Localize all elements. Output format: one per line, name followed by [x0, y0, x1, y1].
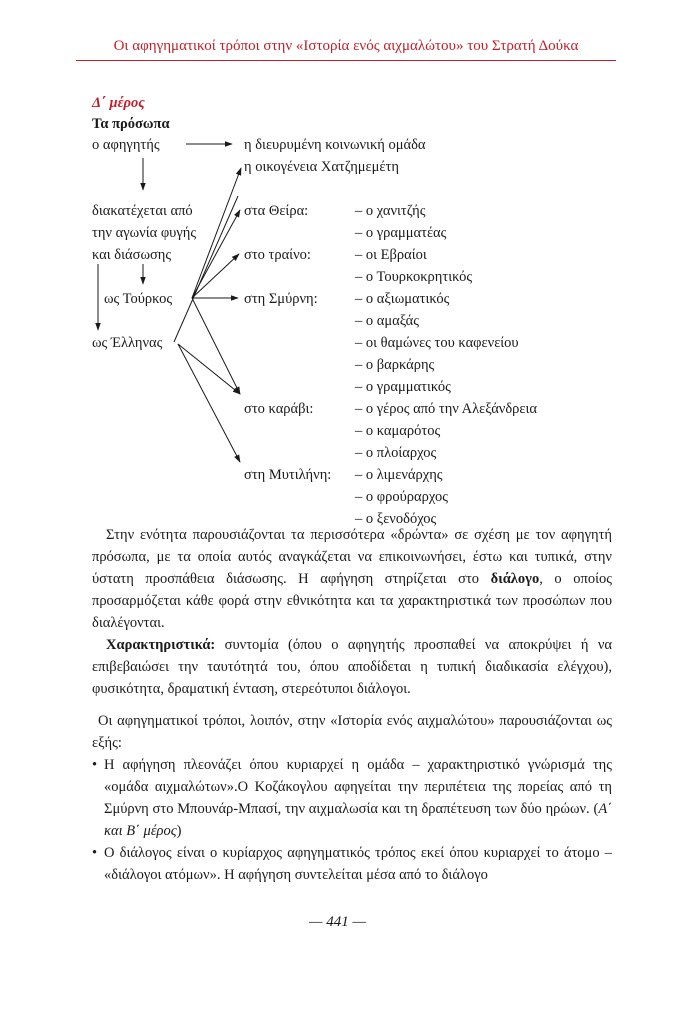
section-heading: Τα πρόσωπα: [92, 116, 170, 132]
paragraph-modes: Οι αφηγηματικοί τρόποι, λοιπόν, στην «Ιστορία ενός αιχμαλώτου» παρουσιάζονται ως εξής:: [92, 713, 612, 751]
state-line: την αγωνία φυγής: [92, 225, 197, 241]
arrow-greek-to-mytilene: [178, 344, 240, 462]
person-item: – ο ξενοδόχος: [355, 511, 437, 527]
bold-term: διάλογο: [490, 571, 540, 587]
person-item: – οι θαμώνες του καφενείου: [355, 335, 519, 351]
bullet-item: [92, 754, 612, 842]
person-item: – ο πλοίαρχος: [355, 445, 437, 461]
arrow-to-ship: [192, 298, 240, 394]
place-label: στη Μυτιλήνη:: [244, 467, 332, 483]
line-thira-to-greek: [174, 196, 238, 342]
arrow-greek-to-ship: [178, 344, 240, 394]
bullet-text: Η αφήγηση πλεονάζει όπου κυριαρχεί η ομάδα – χαρακτηριστικό γνώρισμά της «ομάδα αιχμαλώτων».Ο Κοζάκογλου αφηγείται την περιπέτεια της πορείας από τη Σμύρνη στο Μπουνάρ-Μπασί, την αιχμαλωσία και τη δραπέτευση των δύο ηρώων. (: [104, 757, 612, 817]
person-item: – ο καμαρότος: [355, 423, 441, 439]
bullet-text: Ο διάλογος είναι ο κυρίαρχος αφηγηματικός τρόπος εκεί όπου κυριαρχεί το άτομο – «διάλογοι ατόμων». Η αφήγηση συντελείται μέσα από το διάλογο: [104, 845, 612, 883]
paragraph-characteristics: [92, 634, 612, 700]
italic-ref: Α΄ και Β΄ μέρος: [104, 801, 612, 839]
paragraph-text: Στην ενότητα παρουσιάζονται τα περισσότερα «δρώντα» σε σχέση με τον αφηγητή πρόσωπα, με τα οποία αυτός αναγκάζεται να επικοινωνήσει, έστω και τυπικά, στην ύστατη προσπάθεια διάσωσης. Η αφήγηση στηρίζεται στο: [92, 527, 612, 587]
paragraph-text: συντομία (όπου ο αφηγητής προσπαθεί να αποκρύψει ή να επιβεβαιώσει την ταυτότητά του, όπου αποδίδεται η τυπική διαδικασία ελέγχου), φυσικότητα, δραματική ένταση, στερεότυποι διάλογοι.: [92, 637, 612, 697]
place-label: στα Θείρα:: [244, 203, 309, 219]
person-item: – ο Τουρκοκρητικός: [355, 269, 473, 285]
state-line: και διάσωσης: [92, 247, 172, 263]
group-bottom-label: η οικογένεια Χατζημεμέτη: [244, 159, 399, 175]
person-item: – ο γραμματικός: [355, 379, 451, 395]
bold-term: Χαρακτηριστικά:: [106, 637, 216, 653]
person-item: – ο αξιωματικός: [355, 291, 450, 307]
place-label: στη Σμύρνη:: [244, 291, 318, 307]
person-item: – ο λιμενάρχης: [355, 467, 443, 483]
page-number: — 441 —: [309, 914, 366, 930]
state-line: διακατέχεται από: [92, 203, 193, 219]
arrow-to-train: [192, 254, 239, 298]
bullet-marker: •: [92, 845, 98, 861]
narrator-label: ο αφηγητής: [92, 137, 160, 153]
as-greek-label: ως Έλληνας: [92, 335, 163, 351]
bullet-item: [92, 842, 612, 886]
group-top-label: η διευρυμένη κοινωνική ομάδα: [244, 137, 426, 153]
bullet-text: ): [176, 823, 182, 839]
bullet-marker: •: [92, 757, 98, 773]
paragraph-text: , ο οποίος προσαρμόζεται κάθε φορά στην εθνικότητα και τα χαρακτηριστικά των προσώπων που διαλέγονται.: [92, 571, 612, 631]
person-item: – ο γέρος από την Αλεξάνδρεια: [355, 401, 538, 417]
person-item: – ο βαρκάρης: [355, 357, 435, 373]
paragraph-intro: [92, 524, 612, 634]
person-item: – ο χανιτζής: [355, 203, 426, 219]
person-item: – οι Εβραίοι: [355, 247, 427, 263]
running-header: Οι αφηγηματικοί τρόποι στην «Ιστορία ενός αιχμαλώτου» του Στρατή Δούκα: [113, 38, 579, 54]
part-label: Δ΄ μέρος: [92, 95, 145, 111]
person-item: – ο φρούραρχος: [355, 489, 448, 505]
person-item: – ο αμαξάς: [355, 313, 419, 329]
as-turk-label: ως Τούρκος: [104, 291, 173, 307]
arrow-to-family: [192, 168, 241, 298]
place-label: στο καράβι:: [244, 401, 314, 417]
place-label: στο τραίνο:: [244, 247, 311, 263]
person-item: – ο γραμματέας: [355, 225, 447, 241]
